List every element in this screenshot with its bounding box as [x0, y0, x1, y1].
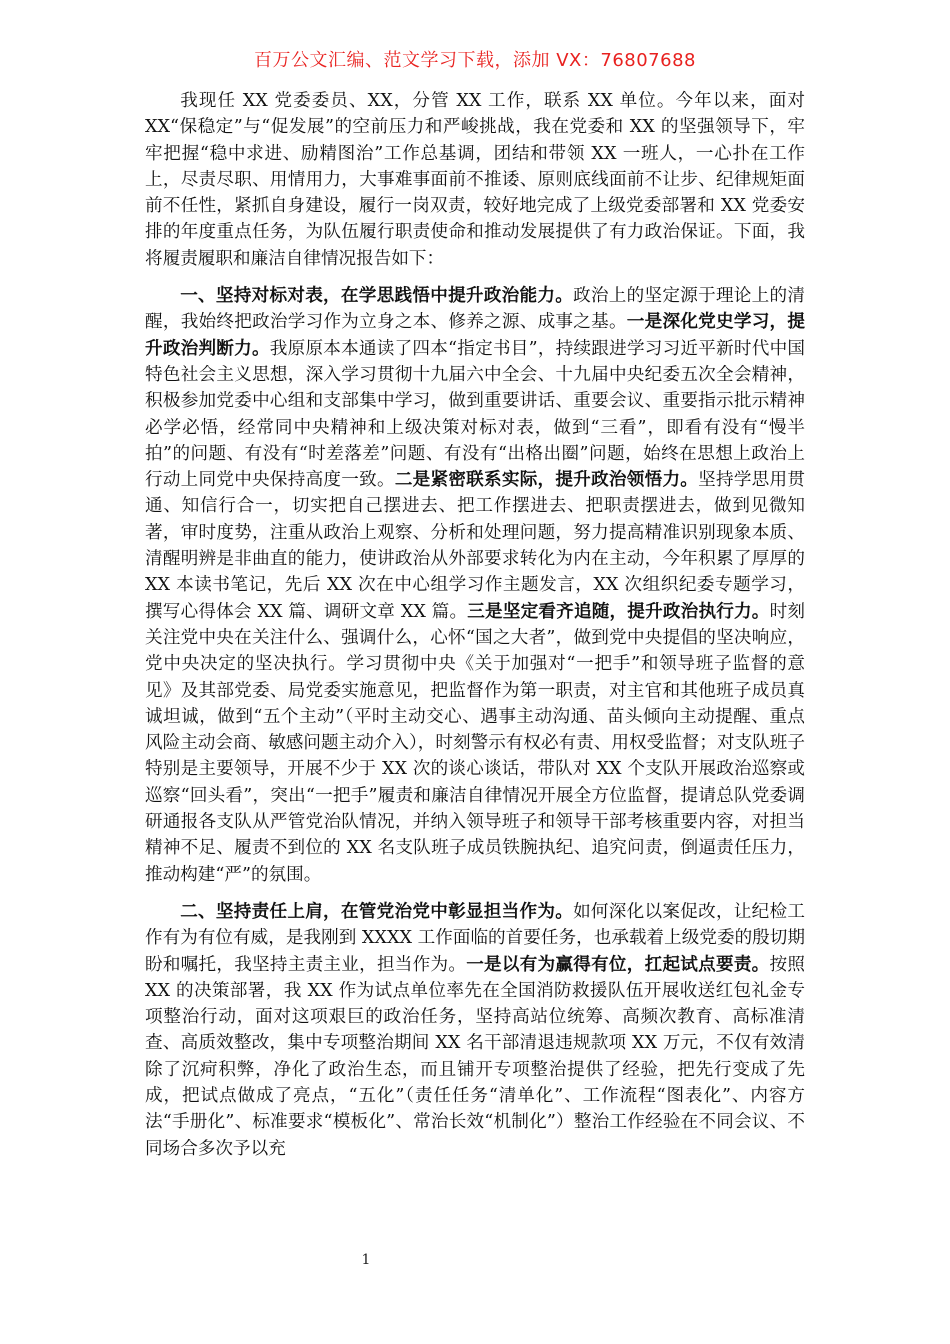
paragraph-text: 时刻关注党中央在关注什么、强调什么，心怀“国之大者”，做到党中央提倡的坚决响应，党中央决定的坚决执行。学习贯彻中央《关于加强对“一把手”和领导班子监督的意见》及其部党委、局党委实施意见，把监督作为第一职责，对主官和其他班子成员真诚坦诚，做到“五个主动”（平时主动交心、遇事主动沟通、苗头倾向主动提醒、重点风险主动会商、敏感问题主动介入），时刻警示有权必有责、用权受监督；对支队班子特别是主要领导，开展不少于 XX 次的谈心谈话，带队对 XX 个支队开展政治巡察或巡察“回头看”，突出“一把手”履责和廉洁自律情况开展全方位监督，提请总队党委调研通报各支队从严管党治队情况，并纳入领导班子和领导干部考核重要内容，对担当精神不足、履责不到位的 XX 名支队班子成员铁腕执纪、追究问责，倒逼责任压力，推动构建“严”的氛围。: [145, 601, 805, 885]
section-heading: 二、坚持责任上肩，在管党治党中彰显担当作为。: [180, 900, 574, 922]
subpoint-heading: 一是以有为赢得有位，扛起试点要责。: [466, 953, 770, 975]
subpoint-heading: 三是坚定看齐追随，提升政治执行力。: [467, 600, 770, 622]
paragraph-intro: [145, 88, 805, 272]
paragraph-section-one: [145, 283, 805, 888]
document-body: [145, 88, 805, 1173]
paragraph-text: 如何深化以案促改，让纪检工作有为有位有威，是我刚到 XXXX 工作面临的首要任务，也承载着上级党委的殷切期盼和嘱托，我坚持主责主业，担当作为。: [145, 901, 805, 975]
page-number: 1: [361, 1252, 371, 1268]
paragraph-text: 按照 XX 的决策部署，我 XX 作为试点单位率先在全国消防救援队伍开展收送红包礼金专项整治行动，面对这项艰巨的政治任务，坚持高站位统筹、高频次教育、高标准清查、高质效整改，集中专项整治期间 XX 名干部清退违规款项 XX 万元，不仅有效清除了沉疴积弊，净化了政治生态，而且铺开专项整治提供了经验，把先行变成了先成，把试点做成了亮点，“五化”（责任任务“清单化”、工作流程“图表化”、内容方法“手册化”、标准要求“模板化”、常治长效“机制化”）整治工作经验在不同会议、不同场合多次予以充: [145, 954, 805, 1159]
paragraph-text: 政治上的坚定源于理论上的清醒，我始终把政治学习作为立身之本、修养之源、成事之基。: [145, 286, 805, 333]
subpoint-heading: 一是深化党史学习，提升政治判断力。: [145, 311, 805, 359]
paragraph-text: 我原原本本通读了四本“指定书目”，持续跟进学习习近平新时代中国特色社会主义思想，深入学习贯彻十九届六中全会、十九届中央纪委五次全会精神，积极参加党委中心组和支部集中学习，做到重要讲话、重要会议、重要指示批示精神必学必悟，经常同中央精神和上级决策对标对表，做到“三看”，即看有没有“慢半拍”的问题、有没有“时差落差”问题、有没有“出格出圈”问题，始终在思想上政治上行动上同党中央保持高度一致。: [145, 338, 805, 491]
paragraph-text: 我现任 XX 党委委员、XX，分管 XX 工作，联系 XX 单位。今年以来，面对 XX“保稳定”与“促发展”的空前压力和严峻挑战，我在党委和 XX 的坚强领导下，牢牢把握“稳中求进、励精图治”工作总基调，团结和带领 XX 一班人，一心扑在工作上，尽责尽职、用情用力，大事难事面前不推诿、原则底线面前不让步、纪律规矩面前不任性，紧抓自身建设，履行一岗双责，较好地完成了上级党委部署和 XX 党委安排的年度重点任务，为队伍履行职责使命和推动发展提供了有力政治保证。下面，我将履责履职和廉洁自律情况报告如下：: [145, 91, 805, 269]
subpoint-heading: 二是紧密联系实际，提升政治领悟力。: [394, 469, 699, 491]
section-heading: 一、坚持对标对表，在学思践悟中提升政治能力。: [180, 285, 574, 307]
paragraph-text: 坚持学思用贯通、知信行合一，切实把自己摆进去、把工作摆进去、把职责摆进去，做到见微知著，审时度势，注重从政治上观察、分析和处理问题，努力提高精准识别现象本质、清醒明辨是非曲直的能力，使讲政治从外部要求转化为内在主动，今年积累了厚厚的 XX 本读书笔记，先后 XX 次在中心组学习作主题发言，XX 次组织纪委专题学习，撰写心得体会 XX 篇、调研文章 XX 篇。: [145, 470, 805, 622]
header-banner: 百万公文汇编、范文学习下载，添加 VX：76807688: [254, 50, 696, 71]
paragraph-section-two: [145, 899, 805, 1162]
